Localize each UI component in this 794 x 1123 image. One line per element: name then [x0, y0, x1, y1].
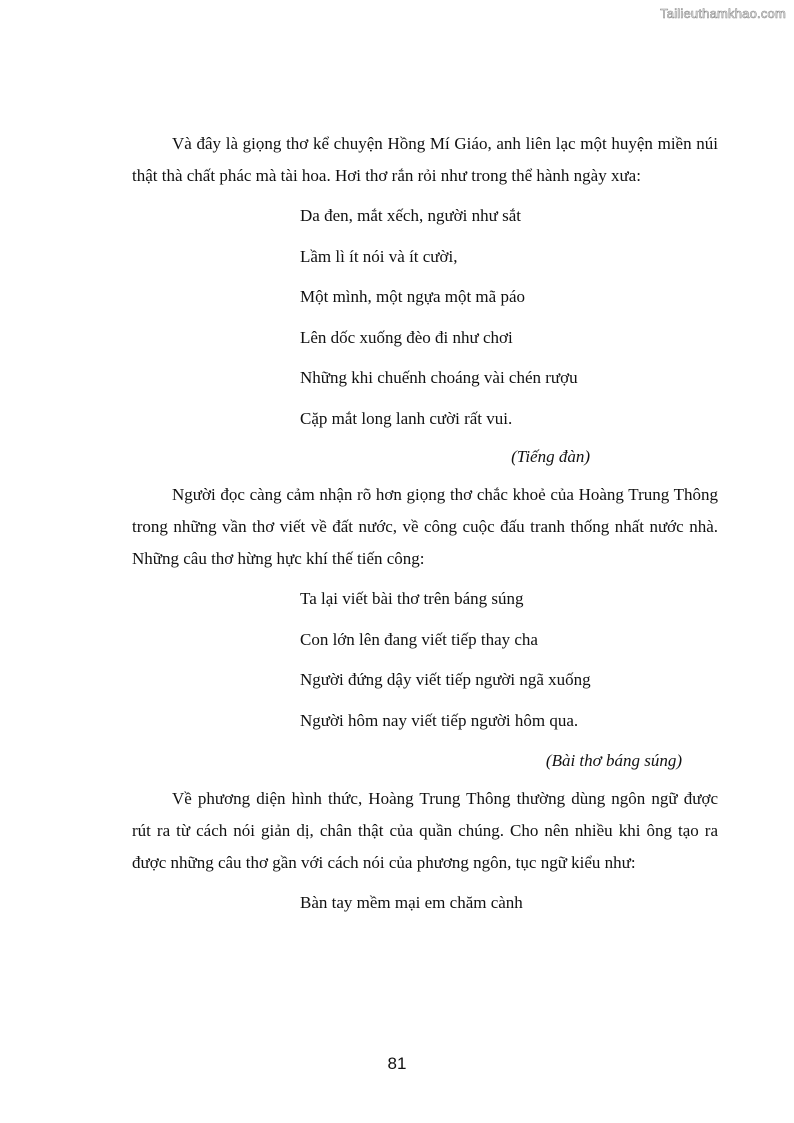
poem-excerpt	[132, 883, 718, 924]
verse-line: Da đen, mắt xếch, người như sắt	[300, 206, 521, 225]
poem-bai-tho-bang-sung	[132, 579, 718, 741]
verse-line: Bàn tay mềm mại em chăm cành	[300, 893, 523, 912]
poem-source-citation: (Tiếng đàn)	[511, 447, 590, 466]
paragraph-intro: Và đây là giọng thơ kể chuyện Hồng Mí Giáo, anh liên lạc một huyện miền núi thật thà chất phác mà tài hoa. Hơi thơ rắn rỏi như trong thể hành ngày xưa:	[132, 134, 718, 185]
verse-line: Người hôm nay viết tiếp người hôm qua.	[300, 710, 579, 730]
verse-line: Một mình, một ngựa một mã páo	[300, 287, 526, 306]
verse-line: Người đứng dậy viết tiếp người ngã xuống	[300, 670, 591, 689]
paragraph-form: Về phương diện hình thức, Hoàng Trung Thông thường dùng ngôn ngữ được rút ra từ cách nói giản dị, chân thật của quần chúng. Cho nên nhiều khi ông tạo ra được những câu thơ gần với cách nói của phương ngôn, tục ngữ kiểu như:	[132, 789, 718, 872]
document-body	[132, 128, 718, 924]
verse-line: Cặp mắt long lanh cười rất vui.	[300, 408, 513, 428]
poem-source-citation: (Bài thơ báng súng)	[545, 751, 682, 770]
verse-line: Những khi chuếnh choáng vài chén rượu	[300, 368, 578, 387]
paragraph-patriotic: Người đọc càng cảm nhận rõ hơn giọng thơ chắc khoẻ của Hoàng Trung Thông trong những vần thơ viết về đất nước, về công cuộc đấu tranh thống nhất nước nhà. Những câu thơ hừng hực khí thế tiến công:	[132, 485, 718, 568]
page-number: 81	[387, 1054, 407, 1073]
verse-line: Con lớn lên đang viết tiếp thay cha	[300, 629, 538, 649]
verse-line: Ta lại viết bài thơ trên báng súng	[300, 589, 524, 608]
poem-tieng-dan	[132, 196, 718, 439]
verse-line: Lầm lì ít nói và ít cười,	[300, 246, 458, 266]
watermark-text: Tailieuthamkhao.com	[660, 6, 786, 21]
verse-line: Lên dốc xuống đèo đi như chơi	[300, 327, 513, 347]
